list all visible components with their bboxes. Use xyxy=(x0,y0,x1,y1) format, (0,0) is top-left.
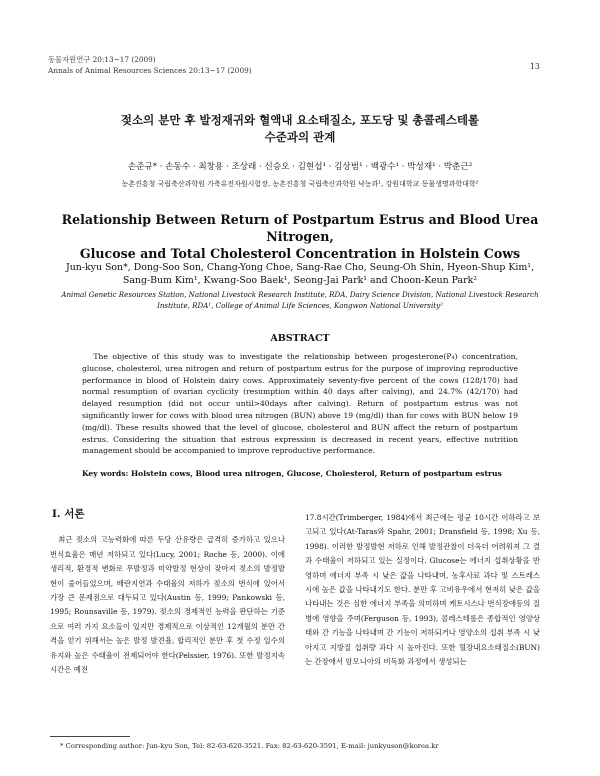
english-title-line-1: Relationship Between Return of Postpartum Estrus and Blood Urea Nitrogen, xyxy=(61,212,539,244)
introduction-paragraph-right: 17.8시간(Trimberger, 1984)에서 최근에는 평균 10시간 이하라고 보고되고 있다(At-Taras와 Spahr, 2001; Dransfield 등, 1998; Xu 등, 1998). 이러한 발정발현 저하로 인해 발정관찰이 더욱더 어려워져 그 결과 수태율이 저하되고 있는 실정이다. Glucose는 에너지 섭취상황을 반영하며 에너지 부족 시 낮은 값을 나타내며, 농후사료 과다 및 스트레스 시에 높은 값을 나타내기도 한다. 분만 후 고비유우에서 현저히 낮은 값을 나타내는 것은 심한 에너지 부족을 의미하며 케토시스나 번식장애등의 질병에 영향을 주며(Ferguson 등, 1993), 콜레스테롤은 종합적인 영양상태와 간 기능을 나타내며 간 기능이 저하되거나 영양소의 섭취 부족 시 낮아지고 지방질 섭취량 과다 시 높아진다. 또한 혈장내요소태질소(BUN)는 간장에서 암모니아의 비독화 과정에서 생성되는 xyxy=(305,513,540,667)
introduction-paragraph-left: 최근 젖소의 고능력화에 따른 두당 산유량은 급격히 증가하고 있으나 번식효율은 매년 저하되고 있다(Lucy, 2001; Roche 등, 2000). 이에 생리적, 환경적 변화로 무발정과 미약발정 현상이 잦아져 젖소의 발정발현이 줄어들었으며, 배란지연과 수태율의 저하가 젖소의 번식에 있어서 가장 큰 문제점으로 대두되고 있다(Austin 등, 1999; Pankowski 등, 1995; Rounsaville 등, 1979). 젖소의 경제적인 능력을 판단하는 기준으로 여러 가지 요소들이 있지만 경제적으로 이상적인 12개월의 분만 간격을 얻기 위해서는 높은 발정 발견율, 합리적인 분만 후 첫 수정 일수의 유지와 높은 수태율이 전제되어야 한다(Pelssier, 1976). 또한 발정지속시간은 예전 xyxy=(50,535,285,675)
english-title-line-2: Glucose and Total Cholesterol Concentration in Holstein Cows xyxy=(79,246,521,261)
body-column-left xyxy=(50,507,285,677)
running-head-english: Annals of Animal Resources Sciences 20:13~17 (2009) xyxy=(48,65,252,75)
korean-title-line-2: 수준과의 관계 xyxy=(264,130,336,144)
abstract-heading: ABSTRACT xyxy=(270,333,330,344)
footnote-rule xyxy=(50,736,130,737)
english-affiliation-line-2: Institute, RDA¹, College of Animal Life Sciences, Kangwon National University² xyxy=(157,300,443,310)
english-authors xyxy=(40,262,560,287)
english-affiliation xyxy=(40,290,560,311)
section-heading-introduction: Ⅰ. 서론 xyxy=(52,508,85,520)
corresponding-author-footnote: * Corresponding author: Jun-kyu Son, Tel: 82-63-620-3521. Fax: 82-63-620-3591, E-mail: junkyuson@korea.kr xyxy=(60,742,439,750)
english-affiliation-line-1: Animal Genetic Resources Station, National Livestock Research Institute, RDA, Dairy Science Division, National Livestock Research xyxy=(61,290,539,299)
korean-authors: 손준규* · 손동수 · 최창용 · 조상래 · 신승오 · 김현섭¹ · 김상범¹ · 백광수¹ · 박성재¹ · 박춘근² xyxy=(127,162,473,172)
keywords: Key words: Holstein cows, Blood urea nitrogen, Glucose, Cholesterol, Return of postpartum estrus xyxy=(82,469,502,478)
body-column-right xyxy=(305,511,540,669)
english-title xyxy=(40,211,560,262)
korean-title xyxy=(80,112,520,146)
running-head-korean: 동물자원연구 20:13~17 (2009) xyxy=(48,55,156,64)
korean-title-line-1: 젖소의 분만 후 발정재귀와 혈액내 요소태질소, 포도당 및 총콜레스테롤 xyxy=(120,113,480,127)
english-authors-line-2: Sang-Bum Kim¹, Kwang-Soo Baek¹, Seong-Jai Park¹ and Choon-Keun Park² xyxy=(122,274,478,286)
abstract-text: The objective of this study was to investigate the relationship between progesterone(P₄) concentration, glucose, cholesterol, urea nitrogen and return of postpartum estrus for the purpose of improving reproductive performance in blood of Holstein dairy cows. Approximately seventy-five percent of the cows (128/170) had normal resumption of ovarian cyclicity (resumption within 40 days after calving), and 24.7% (42/170) had delayed resumption (did not occur until>40days after calving). Return of postpartum estrus was not significantly lower for cows with blood urea nitrogen (BUN) above 19 (mg/dl) than for cows with BUN below 19 (mg/dl). These results showed that the level of glucose, cholesterol and BUN affect the return of postpartum estrus. Considering the situation that estrous expression is decreased in recent years, effective nutrition management should be accompanied to improve reproductive performance. xyxy=(82,352,518,456)
page-number: 13 xyxy=(529,62,540,71)
english-authors-line-1: Jun-kyu Son*, Dong-Soo Son, Chang-Yong Choe, Sang-Rae Cho, Seung-Oh Shin, Hyeon-Shup Kim¹, xyxy=(65,262,535,273)
running-head xyxy=(48,55,252,76)
korean-affiliation: 농촌진흥청 국립축산과학원 가축유전자원시험장, 농촌진흥청 국립축산과학원 낙농과¹, 강원대학교 동물생명과학대학² xyxy=(121,180,479,188)
